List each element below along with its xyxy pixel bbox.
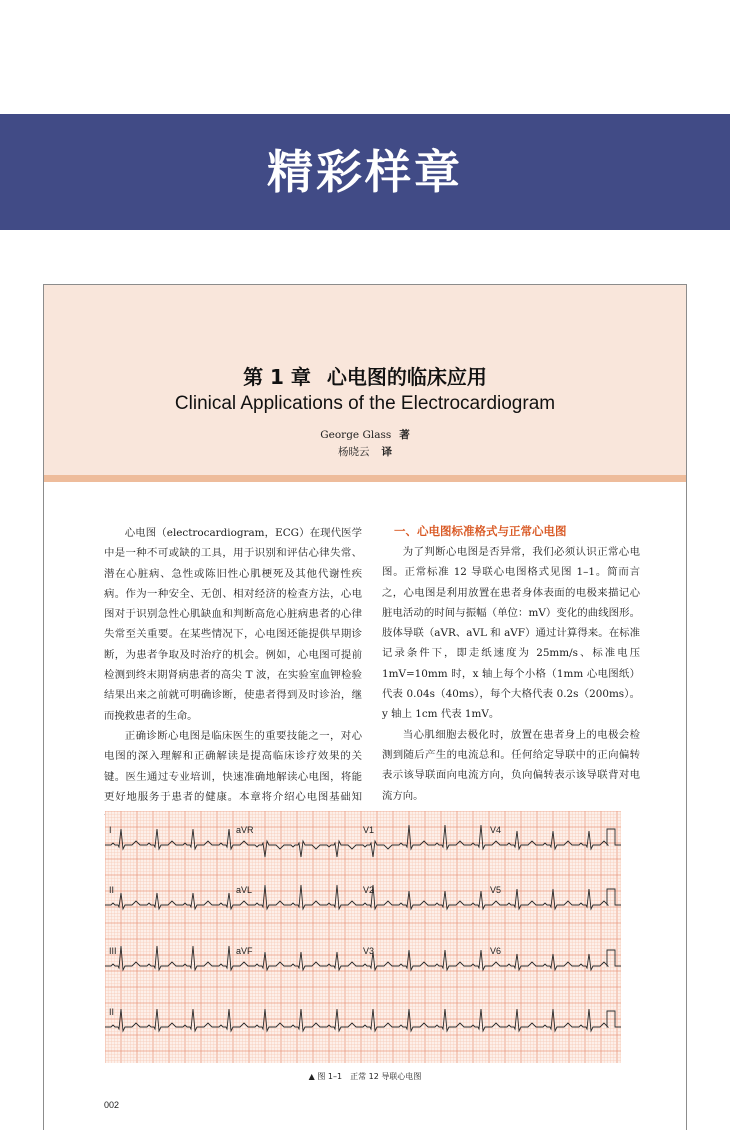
- ecg-lead-label: II: [109, 1007, 115, 1017]
- right-column: [382, 542, 640, 806]
- ecg-lead-label: II: [109, 885, 115, 895]
- figure-caption: ▲ 图 1–1 正常 12 导联心电图: [308, 1072, 422, 1081]
- ecg-lead-label: V1: [363, 825, 375, 835]
- ecg-figure: [105, 811, 621, 1063]
- chapter-title-text: 心电图的临床应用: [326, 365, 487, 389]
- chapter-header: [44, 285, 686, 475]
- header-divider: [44, 475, 686, 482]
- chapter-title-english: Clinical Applications of the Electrocardiogram: [174, 393, 556, 414]
- ecg-lead-label: V6: [490, 946, 502, 956]
- book-page: [43, 284, 687, 1130]
- section-paragraph-2: 当心肌细胞去极化时，放置在患者身上的电极会检测到随后产生的电流总和。任何给定导联中的正向偏转表示该导联面向电流方向，负向偏转表示该导联背对电流方向。: [382, 728, 640, 802]
- ecg-lead-label: aVL: [236, 885, 253, 895]
- author-line: [44, 427, 686, 442]
- ecg-lead-label: V5: [490, 885, 502, 895]
- intro-paragraph-2: 正确诊断心电图是临床医生的重要技能之一，对心电图的深入理解和正确解读是提高临床诊疗效果的关键。医生通过专业培训，快速准确地解读心电图，将能更好地服务于患者的健康。本章将介绍心电图基础知: [104, 729, 362, 803]
- ecg-lead-label: V4: [490, 825, 502, 835]
- author-name: George Glass: [320, 429, 392, 441]
- ecg-tracing-svg: [105, 811, 621, 1063]
- ecg-lead-label: aVR: [236, 825, 254, 835]
- left-column: [104, 523, 362, 827]
- ecg-lead-label: V3: [363, 946, 375, 956]
- banner-title: 精彩样章: [267, 145, 463, 199]
- ecg-lead-label: III: [109, 946, 117, 956]
- section-heading: 一、心电图标准格式与正常心电图: [394, 524, 567, 538]
- translator-name: 杨晓云: [338, 446, 370, 458]
- ecg-lead-label: V2: [363, 885, 375, 895]
- chapter-title: [44, 361, 686, 390]
- ecg-lead-label: I: [109, 825, 112, 835]
- section-paragraph-1: 为了判断心电图是否异常，我们必须认识正常心电图。正常标准 12 导联心电图格式见图 1–1。简而言之，心电图是利用放置在患者身体表面的电极来描记心脏电活动的时间与振幅（单位：mV）变化的曲线图形。肢体导联（aVR、aVL 和 aVF）通过计算得来。在标准记录条件下，即走纸速度为 25mm/s、标准电压 1mV=10mm 时，x 轴上每个小格（1mm 心电图纸）代表 0.04s（40ms），每个大格代表 0.2s（200ms）。y 轴上 1cm 代表 1mV。: [382, 546, 640, 721]
- sample-chapter-banner: [0, 114, 730, 230]
- ecg-lead-label: aVF: [236, 946, 253, 956]
- author-role: 著: [399, 429, 410, 441]
- intro-paragraph-1: 心电图（electrocardiogram，ECG）在现代医学中是一种不可或缺的工具，用于识别和评估心律失常、潜在心脏病、急性或陈旧性心肌梗死及其他代谢性疾病。作为一种安全、无创、相对经济的检查方法，心电图对于识别急性心肌缺血和判断高危心脏病患者的心律失常至关重要。在某些情况下，心电图还能提供早期诊断，为患者争取及时治疗的机会。例如，心电图可提前检测到终末期肾病患者的高尖 T 波，在实验室血钾检验结果出来之前就可明确诊断，使患者得到及时诊治，继而挽救患者的生命。: [104, 527, 362, 722]
- translator-line: [44, 444, 686, 459]
- translator-role: 译: [381, 446, 392, 458]
- page-number: 002: [104, 1100, 120, 1110]
- chapter-number: 第 1 章: [243, 365, 311, 389]
